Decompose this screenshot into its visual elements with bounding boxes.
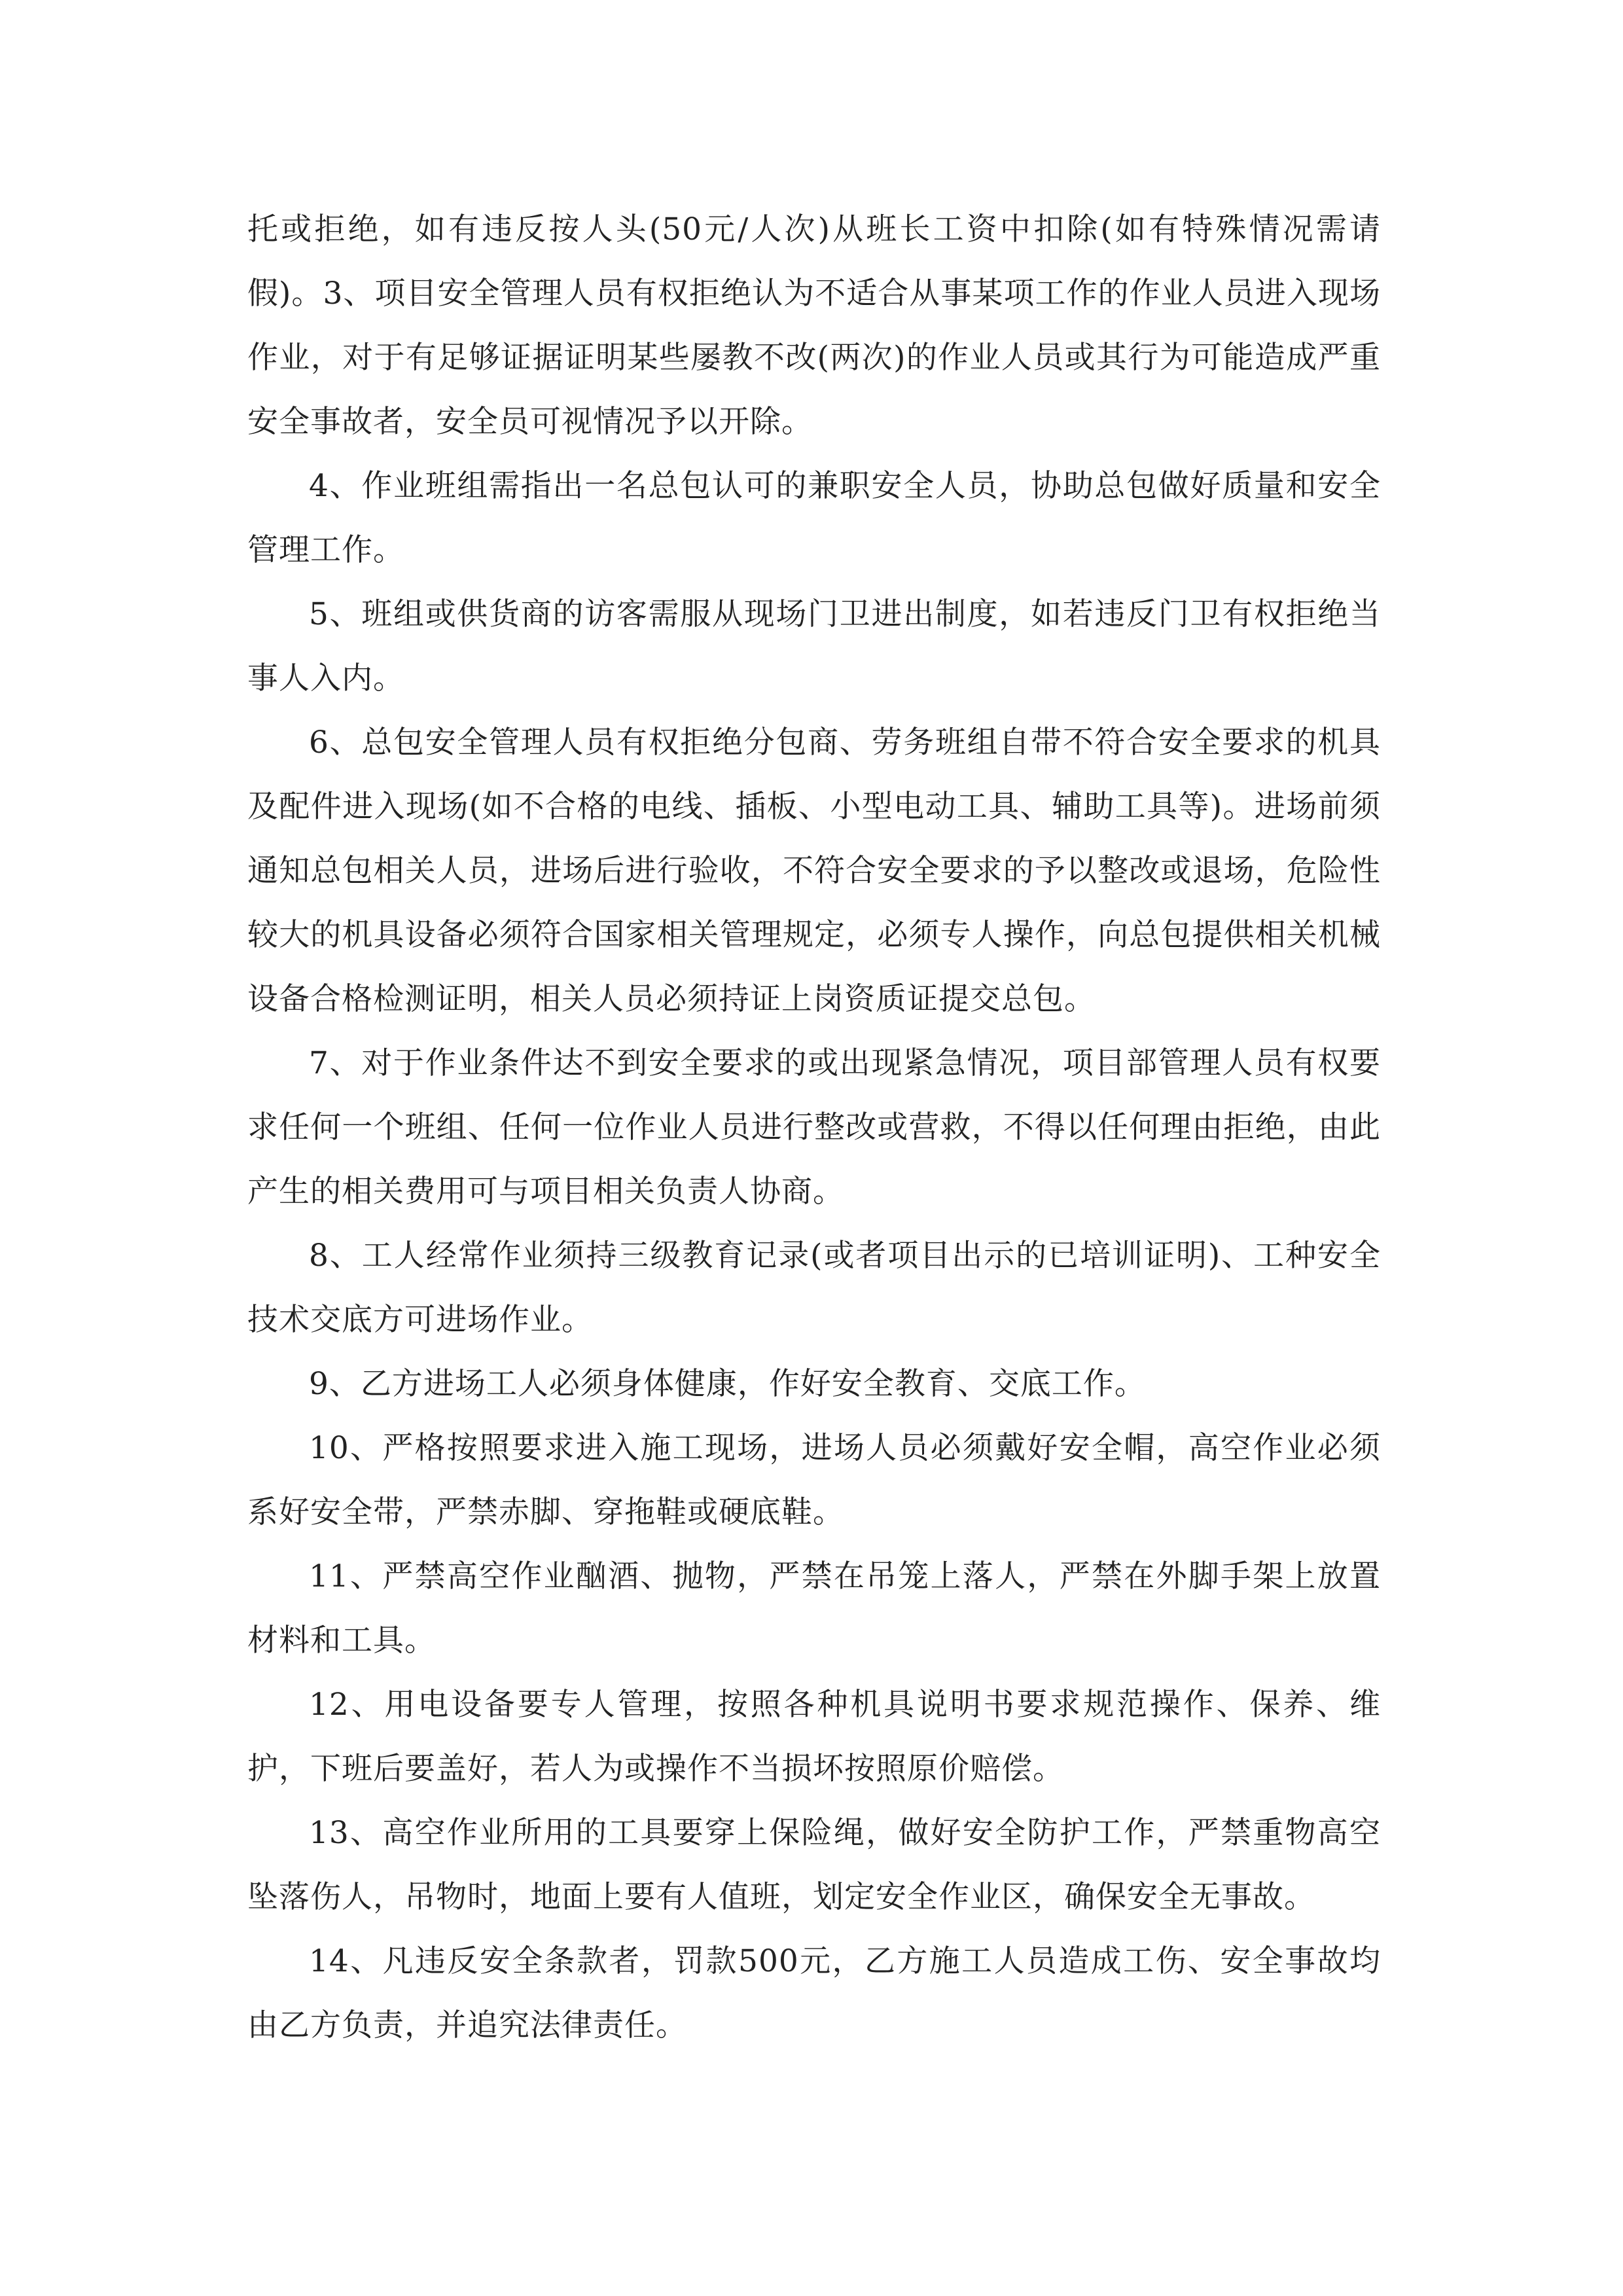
paragraph-item-13: 13、高空作业所用的工具要穿上保险绳，做好安全防护工作，严禁重物高空坠落伤人，吊物时，地面上要有人值班，划定安全作业区，确保安全无事故。 (247, 1815, 1381, 1915)
paragraph-item-7: 7、对于作业条件达不到安全要求的或出现紧急情况，项目部管理人员有权要求任何一个班组、任何一位作业人员进行整改或营救，不得以任何理由拒绝，由此产生的相关费用可与项目相关负责人协商。 (247, 1045, 1381, 1210)
paragraph-item-12: 12、用电设备要专人管理，按照各种机具说明书要求规范操作、保养、维护，下班后要盖好，若人为或操作不当损坏按照原价赔偿。 (247, 1687, 1381, 1787)
paragraph-item-6: 6、总包安全管理人员有权拒绝分包商、劳务班组自带不符合安全要求的机具及配件进入现场(如不合格的电线、插板、小型电动工具、辅助工具等)。进场前须通知总包相关人员，进场后进行验收，不符合安全要求的予以整改或退场，危险性较大的机具设备必须符合国家相关管理规定，必须专人操作，向总包提供相关机械设备合格检测证明，相关人员必须持证上岗资质证提交总包。 (247, 725, 1381, 1017)
paragraph-item-9: 9、乙方进场工人必须身体健康，作好安全教育、交底工作。 (309, 1366, 1146, 1402)
paragraph-item-8: 8、工人经常作业须持三级教育记录(或者项目出示的已培训证明)、工种安全技术交底方可进场作业。 (247, 1238, 1381, 1338)
paragraph-item-14: 14、凡违反安全条款者，罚款500元，乙方施工人员造成工伤、安全事故均由乙方负责，并追究法律责任。 (247, 1943, 1381, 2043)
paragraph-item-4: 4、作业班组需指出一名总包认可的兼职安全人员，协助总包做好质量和安全管理工作。 (247, 468, 1381, 568)
paragraph-item-10: 10、严格按照要求进入施工现场，进场人员必须戴好安全帽，高空作业必须系好安全带，严禁赤脚、穿拖鞋或硬底鞋。 (247, 1430, 1381, 1530)
paragraph-item-11: 11、严禁高空作业酗酒、抛物，严禁在吊笼上落人，严禁在外脚手架上放置材料和工具。 (247, 1558, 1381, 1659)
document-body (247, 198, 1381, 2058)
paragraph-item-5: 5、班组或供货商的访客需服从现场门卫进出制度，如若违反门卫有权拒绝当事人入内。 (247, 596, 1381, 696)
paragraph-continuation: 托或拒绝，如有违反按人头(50元/人次)从班长工资中扣除(如有特殊情况需请假)。3、项目安全管理人员有权拒绝认为不适合从事某项工作的作业人员进入现场作业，对于有足够证据证明某些屡教不改(两次)的作业人员或其行为可能造成严重安全事故者，安全员可视情况予以开除。 (247, 211, 1381, 440)
